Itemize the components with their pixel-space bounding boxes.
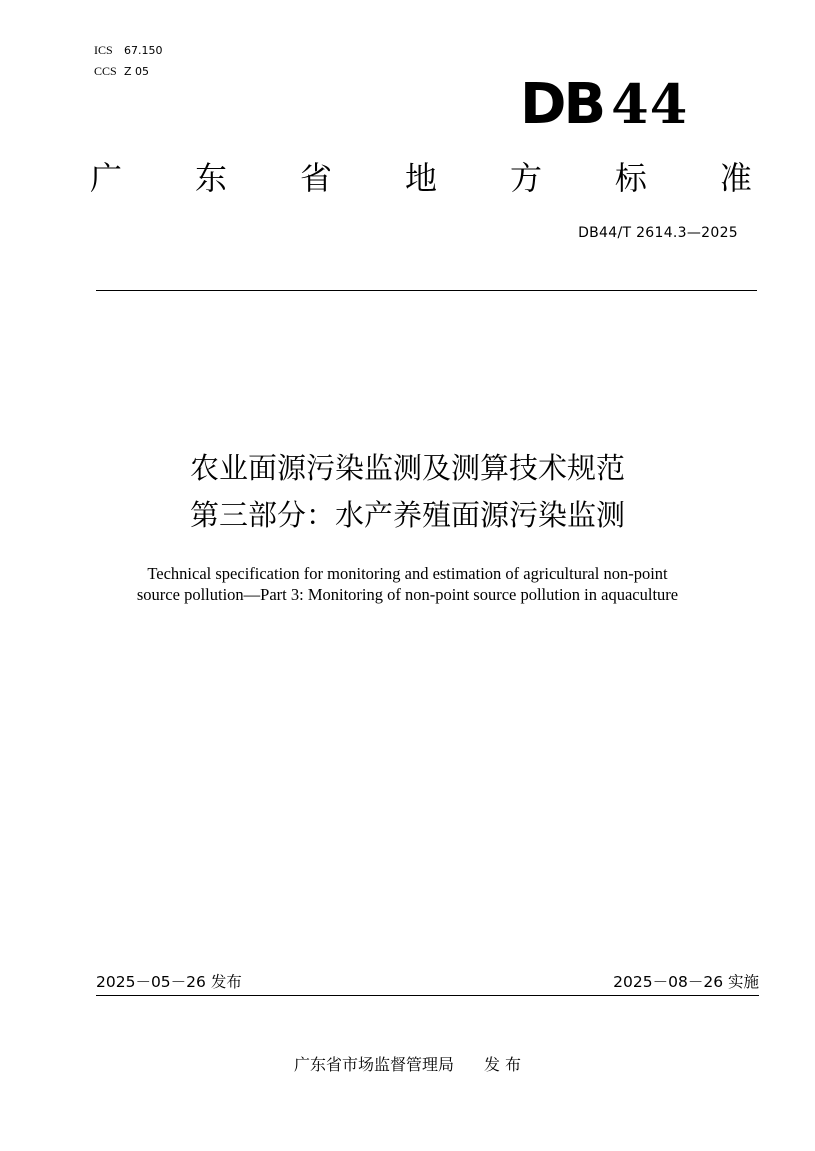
bottom-divider	[96, 995, 759, 996]
logo-letters: DB	[520, 72, 604, 137]
ics-value: 67.150	[124, 44, 163, 57]
chinese-title-line2: 第三部分：水产养殖面源污染监测	[189, 498, 625, 532]
implementation-date: 2025－08－26 实施	[613, 973, 759, 991]
ics-code	[94, 40, 163, 61]
english-title	[0, 563, 815, 605]
standard-number: DB44/T 2614.3—2025	[578, 225, 738, 241]
ccs-label: CCS	[94, 64, 117, 78]
english-title-line2: source pollution—Part 3: Monitoring of non-point source pollution in aquaculture	[136, 585, 679, 604]
standard-type-char: 标	[614, 159, 647, 197]
chinese-title-line1: 农业面源污染监测及测算技术规范	[189, 451, 625, 485]
issuer-action: 发 布	[483, 1055, 522, 1074]
english-title-line1: Technical specification for monitoring and estimation of agricultural non-point	[147, 564, 668, 583]
top-divider	[96, 290, 757, 291]
standard-type-char: 省	[299, 159, 332, 197]
ccs-value: Z 05	[124, 65, 150, 78]
db44-logo	[520, 72, 688, 137]
standard-type-char: 准	[719, 159, 752, 197]
ics-label: ICS	[94, 43, 113, 57]
logo-number: 44	[611, 72, 689, 136]
standard-type-char: 方	[509, 159, 542, 197]
chinese-title	[0, 445, 815, 539]
issuer-line	[0, 1054, 815, 1076]
standard-type-char: 广	[90, 159, 123, 197]
issuer-name: 广东省市场监督管理局	[293, 1055, 454, 1074]
standard-type-char: 东	[194, 159, 227, 197]
classification-codes	[94, 40, 163, 82]
standard-type-char: 地	[404, 159, 437, 197]
standard-type-title	[90, 158, 752, 198]
ccs-code	[94, 61, 163, 82]
issue-date: 2025－05－26 发布	[96, 973, 242, 991]
